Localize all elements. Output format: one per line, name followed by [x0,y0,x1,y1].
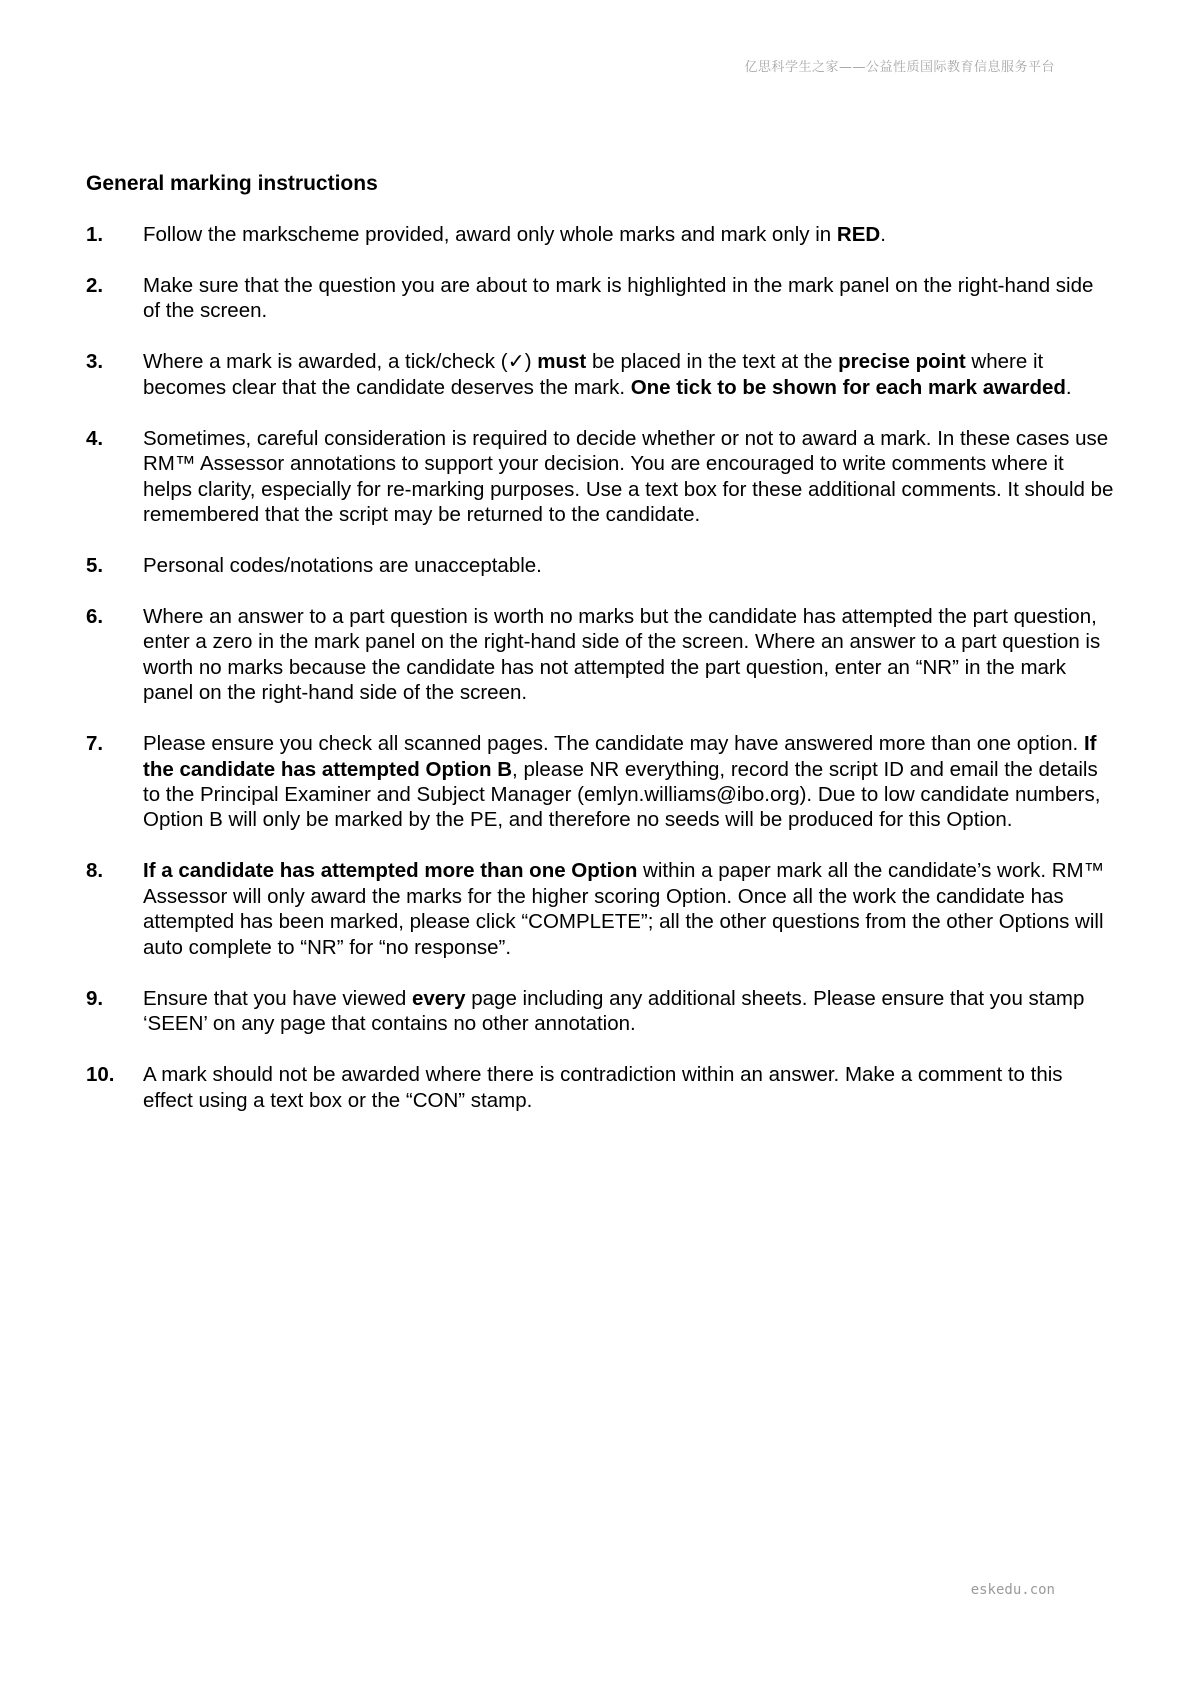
instruction-number: 10. [86,1063,115,1087]
instruction-item [86,553,1116,578]
header-site-text: 亿思科学生之家——公益性质国际教育信息服务平台 [744,60,1055,75]
text-run: within a paper mark all the candidate’s work. RM™ Assessor will only award the marks for the higher scoring Option. Once all the work the candidate has attempted has been marked, please click “COMPLETE”; all the other questions from the other Options will auto complete to “NR” for “no response”. [143,859,1105,959]
instruction-text [143,858,1116,960]
instruction-item [86,858,1116,960]
text-run: where it becomes clear that the candidate deserves the mark. [143,350,1044,399]
text-run: . [880,223,886,246]
text-run: . [1065,375,1072,399]
instruction-text [143,553,1116,578]
text-run: Follow the markscheme provided, award only whole marks and mark only in [143,223,837,246]
emphasis-text: RED [836,223,881,246]
text-run: be placed in the text at the [586,350,839,374]
text-run: Where a mark is awarded, a tick/check (✓) [143,350,538,374]
instruction-number: 7. [86,732,104,756]
instruction-item [86,986,1116,1037]
instruction-item [86,349,1116,400]
emphasis-text: precise point [838,350,966,374]
text-run: Sometimes, careful consideration is required to decide whether or not to award a mark. In these cases use RM™ Assessor annotations to support your decision. You are encouraged to write comments where it helps clarity, especially for re-marking purposes. Use a text box for these additional comments. It should be remembered that the script may be returned to the candidate. [143,426,1114,527]
instructions-list [86,222,1116,1139]
emphasis-text: must [537,350,587,374]
instruction-number: 1. [86,223,104,246]
instruction-text [143,1062,1116,1113]
instruction-item [86,1062,1116,1113]
instruction-item [86,426,1116,528]
footer-site-text: eskedu.con [970,1582,1055,1598]
text-run: Please ensure you check all scanned pages. The candidate may have answered more than one option. [143,732,1084,756]
instruction-number: 3. [86,350,104,374]
emphasis-text: every [411,986,466,1010]
instruction-number: 8. [86,859,104,883]
text-run: Where an answer to a part question is worth no marks but the candidate has attempted the part question, enter a zero in the mark panel on the right-hand side of the screen. Where an answer to a part question is worth no marks because the candidate has not attempted the part question, enter an “NR” in the mark panel on the right-hand side of the screen. [143,605,1101,705]
instruction-text [143,986,1116,1037]
text-run: A mark should not be awarded where there is contradiction within an answer. Make a comment to this effect using a text box or the “CON” stamp. [143,1063,1063,1112]
instruction-text [143,604,1116,706]
instruction-text [143,426,1116,528]
instruction-item [86,273,1116,324]
instruction-item [86,222,1116,247]
instruction-item [86,731,1116,833]
emphasis-text: One tick to be shown for each mark awarded [630,375,1066,399]
instruction-number: 6. [86,605,104,629]
instruction-item [86,604,1116,706]
text-run: , please NR everything, record the script ID and email the details to the Principal Examiner and Subject Manager (emlyn.williams@ibo.org). Due to low candidate numbers, Option B will only be marked by the PE, and therefore no seeds will be produced for this Option. [143,757,1101,832]
instruction-number: 2. [86,274,104,297]
instruction-text [143,731,1116,833]
page-title: General marking instructions [86,172,378,195]
text-run: Ensure that you have viewed [143,986,412,1010]
emphasis-text: If a candidate has attempted more than one Option [143,859,638,883]
text-run: Make sure that the question you are about to mark is highlighted in the mark panel on the right-hand side of the screen. [143,274,1094,323]
text-run: Personal codes/notations are unacceptable. [143,554,542,578]
instruction-text [143,273,1116,324]
instruction-number: 4. [86,426,104,450]
instruction-number: 9. [86,986,104,1010]
emphasis-text: If the candidate has attempted Option B [143,732,1097,781]
instruction-text [143,222,1116,247]
text-run: page including any additional sheets. Please ensure that you stamp ‘SEEN’ on any page that contains no other annotation. [143,986,1085,1036]
instruction-number: 5. [86,554,104,578]
instruction-text [143,349,1116,400]
